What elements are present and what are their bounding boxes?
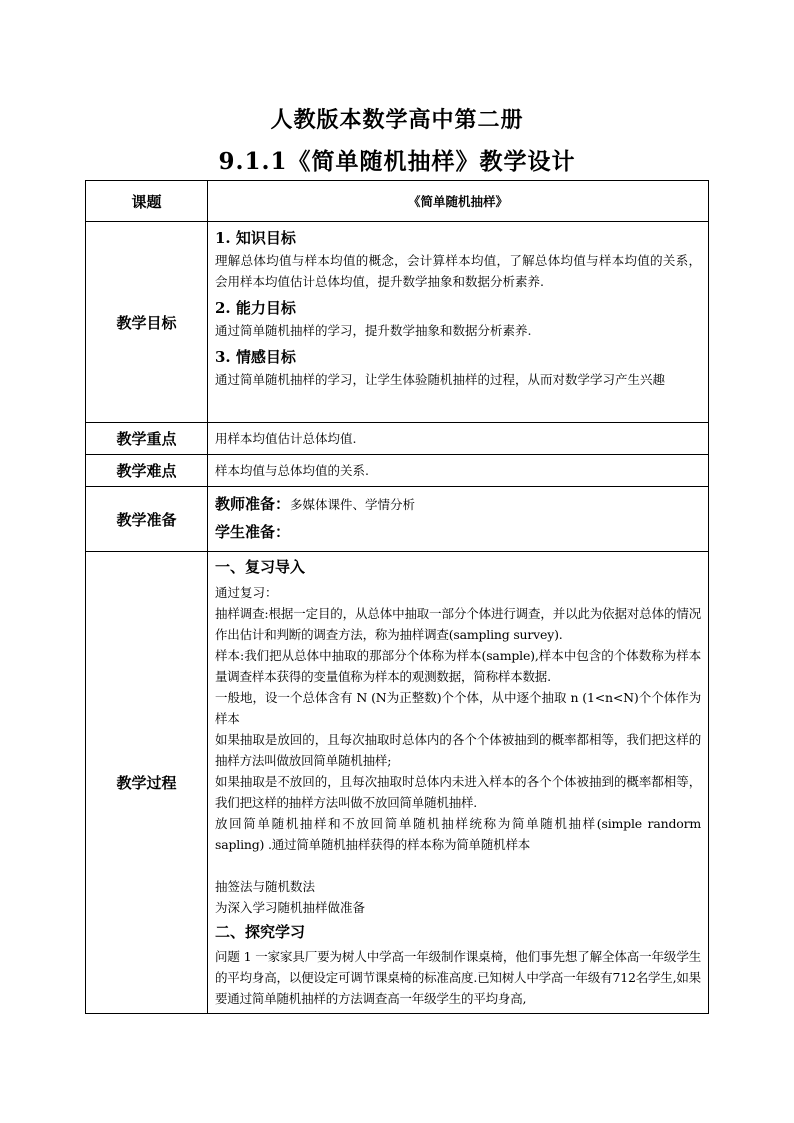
- lesson-plan-table: [85, 180, 709, 1014]
- label-preparation: 教学准备: [86, 487, 208, 552]
- table-row-goals: [86, 222, 709, 423]
- goal-heading-ability: 2. 能力目标: [215, 299, 296, 317]
- goal-heading-emotion: 3. 情感目标: [215, 348, 296, 366]
- goal-heading-knowledge: 1. 知识目标: [215, 229, 296, 247]
- para-problem-1: 问题 1 一家家具厂要为树人中学高一年级制作课桌椅，他们事先想了解全体高一年级学生的平均身高，以便设定可调节课桌椅的标准高度.已知树人中学高一年级有712名学生,如果要通过简单随机抽样的方法调查高一年级学生的平均身高,: [215, 949, 701, 1006]
- table-row-key-point: [86, 423, 709, 455]
- para-with-replacement: 如果抽取是放回的，且每次抽取时总体内的各个个体被抽到的概率都相等，我们把这样的抽样方法叫做放回简单随机抽样;: [215, 732, 701, 768]
- value-topic: 《简单随机抽样》: [208, 181, 709, 222]
- para-collective-definition: 放回简单随机抽样和不放回简单随机抽样统称为简单随机抽样(simple randorm sapling) .通过简单随机抽样获得的样本称为简单随机样本: [215, 816, 701, 852]
- table-row-preparation: [86, 487, 709, 552]
- label-key-point: 教学重点: [86, 423, 208, 455]
- teacher-prep-label: 教师准备：: [215, 495, 291, 513]
- teacher-preparation: [215, 491, 701, 519]
- student-prep-label: 学生准备：: [215, 523, 291, 541]
- label-difficulty: 教学难点: [86, 455, 208, 487]
- teacher-prep-value: 多媒体课件、学情分析: [290, 497, 416, 512]
- table-row-difficulty: [86, 455, 709, 487]
- value-difficulty: 样本均值与总体均值的关系.: [208, 455, 709, 487]
- para-sampling-survey: 抽样调查:根据一定目的，从总体中抽取一部分个体进行调查，并以此为依据对总体的情况作出估计和判断的调查方法，称为抽样调查(sampling survey).: [215, 606, 701, 642]
- student-preparation: [215, 519, 701, 547]
- goal-text-emotion: 通过简单随机抽样的学习，让学生体验随机抽样的过程，从而对数学学习产生兴趣: [215, 372, 666, 387]
- value-key-point: 用样本均值估计总体均值.: [208, 423, 709, 455]
- table-row-process: [86, 552, 709, 1014]
- section-heading-explore: 二、探究学习: [215, 923, 306, 941]
- review-intro: 通过复习：: [215, 585, 278, 600]
- preparation-cell: [208, 487, 709, 552]
- blank-line: [215, 855, 701, 876]
- label-goals: 教学目标: [86, 222, 208, 423]
- table-row-topic: [86, 181, 709, 222]
- label-topic: 课题: [86, 181, 208, 222]
- goal-text-knowledge: 理解总体均值与样本均值的概念，会计算样本均值，了解总体均值与样本均值的关系，会用样本均值估计总体均值，提升数学抽象和数据分析素养.: [215, 253, 701, 289]
- goal-text-ability: 通过简单随机抽样的学习，提升数学抽象和数据分析素养.: [215, 323, 532, 338]
- section-heading-review: 一、复习导入: [215, 558, 306, 576]
- para-sample: 样本:我们把从总体中抽取的那部分个体称为样本(sample),样本中包含的个体数称为样本量调查样本获得的变量值称为样本的观测数据，简称样本数据.: [215, 648, 701, 684]
- document-title: 人教版本数学高中第二册: [270, 107, 524, 133]
- para-prepare: 为深入学习随机抽样做准备: [215, 900, 366, 915]
- goals-cell: [208, 222, 709, 423]
- para-without-replacement: 如果抽取是不放回的，且每次抽取时总体内未进入样本的各个个体被抽到的概率都相等，我们把这样的抽样方法叫做不放回简单随机抽样.: [215, 774, 701, 810]
- process-cell: [208, 552, 709, 1014]
- para-general: 一般地，设一个总体含有 N (N为正整数)个个体，从中逐个抽取 n (1<n<N)个个体作为样本: [215, 690, 702, 726]
- document-subtitle: 9.1.1《简单随机抽样》教学设计: [218, 148, 576, 175]
- label-process: 教学过程: [86, 552, 208, 1014]
- para-lottery-method: 抽签法与随机数法: [215, 879, 316, 894]
